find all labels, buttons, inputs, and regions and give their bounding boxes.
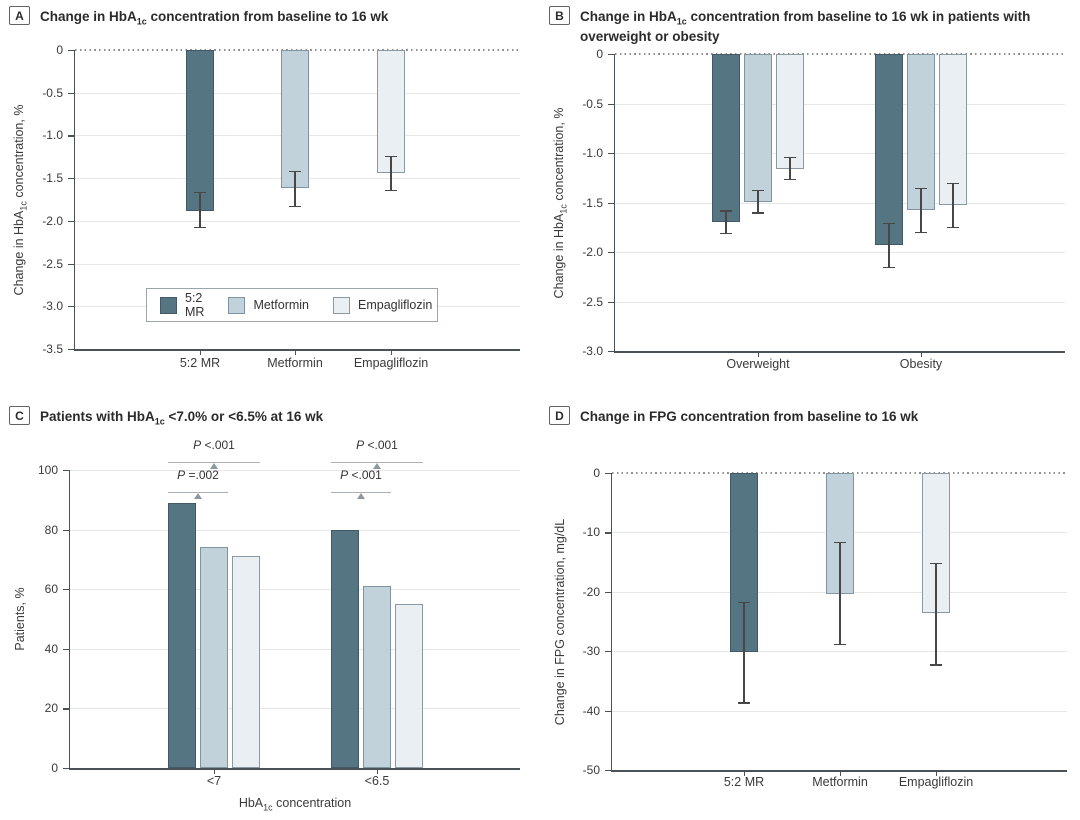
legend-item-5-2-mr: [160, 291, 204, 319]
p-value-label: P =.002: [177, 468, 219, 482]
gridline: [615, 203, 1065, 204]
error-bar-cap: [834, 542, 846, 543]
gridline: [70, 708, 520, 709]
y-tick-label: -3.5: [42, 342, 63, 356]
x-tick-label: Overweight: [726, 357, 790, 371]
panel-c-title: Patients with HbA$_{1c}$ <7.0% or <6.5% at 16 wk: [40, 409, 324, 427]
y-tick-label: -2.0: [42, 213, 63, 228]
gridline: [70, 470, 520, 471]
gridline: [70, 530, 520, 531]
panel-letter-c: C: [9, 406, 30, 425]
gridline: [70, 649, 520, 650]
y-tick: [63, 589, 69, 590]
y-tick-label: -3.0: [42, 299, 63, 314]
y-tick: [605, 651, 611, 652]
y-tick-label: 0: [593, 466, 600, 480]
error-bar-cap: [720, 210, 732, 211]
bar-5-2-mr: [875, 54, 903, 245]
error-bar: [757, 190, 758, 214]
bar-5-2-mr: [168, 503, 196, 768]
y-tick: [68, 178, 74, 179]
x-axis-title: HbA$_{1c}$ concentration: [238, 796, 352, 813]
panel-d-header: [549, 406, 918, 426]
error-bar-cap: [947, 183, 959, 184]
error-bar-cap: [289, 171, 301, 172]
error-bar: [294, 171, 295, 207]
legend-item-empagliflozin: [333, 297, 432, 314]
bar-metformin: [200, 547, 228, 768]
bar-empagliflozin: [395, 604, 423, 768]
x-tick-label: Obesity: [899, 357, 943, 371]
y-tick: [608, 252, 614, 253]
y-tick: [63, 708, 69, 709]
error-bar: [743, 602, 744, 704]
x-axis-line: [69, 768, 521, 770]
x-tick-label: <6.5: [364, 774, 390, 788]
bar-5-2-mr: [186, 50, 214, 211]
bar-empagliflozin: [377, 50, 405, 173]
y-tick-label: -0.5: [582, 96, 603, 111]
error-bar-cap: [883, 267, 895, 268]
legend-swatch: [333, 297, 350, 314]
x-tick-label: <7: [206, 774, 222, 788]
error-bar: [952, 183, 953, 229]
bar-metformin: [744, 54, 772, 202]
y-tick-label: -30: [582, 644, 600, 659]
y-tick-label: 0: [596, 47, 603, 61]
error-bar-cap: [784, 157, 796, 158]
legend-swatch: [228, 297, 245, 314]
y-tick: [68, 306, 74, 307]
panel-b-title: Change in HbA$_{1c}$ concentration from baseline to 16 wk in patients with overweight or obesity: [580, 9, 1031, 45]
gridline: [75, 221, 520, 222]
gridline: [612, 651, 1067, 652]
panel-d-plot: [540, 400, 1080, 820]
p-value-label: P <.001: [340, 468, 382, 482]
error-bar-cap: [738, 702, 750, 703]
y-axis-title: Patients, %: [13, 587, 27, 651]
y-axis-line: [69, 470, 71, 768]
gridline: [615, 104, 1065, 105]
error-bar-cap: [720, 233, 732, 234]
bar-metformin: [363, 586, 391, 768]
legend-label: Empagliflozin: [358, 298, 433, 312]
error-bar-cap: [915, 188, 927, 189]
y-tick: [63, 470, 69, 471]
y-axis-title: Change in HbA$_{1c}$ concentration, %: [551, 107, 569, 298]
panel-letter-d: D: [549, 406, 570, 425]
y-tick-label: 80: [44, 522, 58, 537]
bar-metformin: [281, 50, 309, 188]
y-tick-label: -2.0: [582, 245, 603, 259]
error-bar-cap: [930, 563, 942, 564]
y-axis-title: Change in HbA$_{1c}$ concentration, %: [11, 104, 29, 295]
y-tick-label: -1.5: [582, 195, 603, 210]
x-tick: [295, 351, 296, 356]
gridline: [75, 264, 520, 265]
x-tick-label: 5:2 MR: [723, 775, 765, 789]
x-tick-label: 5:2 MR: [179, 356, 221, 370]
panel-a-plot: [0, 0, 540, 400]
x-tick-label: Metformin: [812, 775, 868, 789]
y-tick: [63, 649, 69, 650]
x-tick-label: Empagliflozin: [353, 356, 429, 370]
panel-letter-a: A: [9, 6, 30, 25]
x-tick: [200, 351, 201, 356]
error-bar-cap: [883, 223, 895, 224]
error-bar: [935, 563, 936, 666]
y-tick-label: -1.0: [582, 146, 603, 160]
panel-b-header: [549, 6, 1040, 46]
p-bracket-triangle: [357, 493, 365, 499]
panel-a-title: Change in HbA$_{1c}$ concentration from baseline to 16 wk: [40, 9, 389, 27]
gridline: [615, 302, 1065, 303]
y-tick: [608, 153, 614, 154]
error-bar-cap: [752, 212, 764, 213]
error-bar-cap: [194, 227, 206, 228]
panel-c-header: [9, 406, 323, 428]
y-tick: [605, 770, 611, 771]
p-value-label: P <.001: [193, 438, 235, 452]
error-bar-cap: [194, 192, 206, 193]
panel-d-title: Change in FPG concentration from baseline to 16 wk: [580, 409, 919, 424]
y-axis-line: [74, 50, 76, 349]
y-tick: [605, 473, 611, 474]
y-tick-label: -40: [582, 703, 600, 718]
error-bar: [390, 156, 391, 191]
zero-line: [615, 53, 1065, 55]
y-tick: [68, 349, 74, 350]
y-tick-label: 100: [37, 463, 58, 477]
y-tick: [608, 302, 614, 303]
y-tick: [605, 592, 611, 593]
y-tick: [608, 54, 614, 55]
y-tick: [63, 768, 69, 769]
panel-a: [0, 0, 540, 400]
error-bar-cap: [385, 190, 397, 191]
y-tick-label: -10: [582, 525, 600, 540]
y-tick: [68, 221, 74, 222]
y-tick: [608, 104, 614, 105]
y-tick-label: 40: [44, 641, 58, 656]
gridline: [615, 153, 1065, 154]
panel-letter-b: B: [549, 6, 570, 25]
panel-b: [540, 0, 1080, 400]
y-tick: [68, 264, 74, 265]
panel-b-plot: [540, 0, 1080, 400]
y-tick-label: 20: [44, 701, 58, 716]
y-tick-label: -2.5: [582, 294, 603, 309]
error-bar-cap: [784, 179, 796, 180]
bar-5-2-mr: [331, 530, 359, 768]
bar-5-2-mr: [712, 54, 740, 222]
x-tick: [391, 351, 392, 356]
y-tick: [605, 532, 611, 533]
panel-a-header: [9, 6, 388, 28]
error-bar-cap: [738, 602, 750, 603]
error-bar-cap: [834, 644, 846, 645]
legend-label: Metformin: [253, 298, 310, 312]
y-tick-label: -50: [582, 763, 600, 777]
bar-empagliflozin: [776, 54, 804, 169]
p-bracket-triangle: [194, 493, 202, 499]
y-tick-label: 0: [56, 43, 63, 57]
y-tick-label: 60: [44, 582, 58, 597]
y-tick-label: -1.0: [42, 128, 63, 143]
y-tick: [608, 351, 614, 352]
y-tick-label: -20: [582, 584, 600, 599]
bar-empagliflozin: [232, 556, 260, 768]
error-bar-cap: [947, 227, 959, 228]
legend-swatch: [160, 297, 177, 314]
x-axis-line: [611, 770, 1068, 772]
p-value-label: P <.001: [356, 438, 398, 452]
error-bar-cap: [385, 156, 397, 157]
y-tick-label: -0.5: [42, 85, 63, 100]
y-tick-label: 0: [51, 761, 58, 775]
x-tick-label: Metformin: [267, 356, 323, 370]
y-tick: [68, 135, 74, 136]
gridline: [615, 252, 1065, 253]
panel-c: [0, 400, 540, 820]
error-bar: [888, 223, 889, 268]
x-axis-line: [74, 349, 521, 351]
error-bar-cap: [915, 232, 927, 233]
x-tick-label: Empagliflozin: [898, 775, 974, 789]
panel-c-plot: [0, 400, 540, 820]
legend-item-metformin: [228, 297, 309, 314]
error-bar: [920, 188, 921, 234]
panel-d: [540, 400, 1080, 820]
error-bar: [199, 192, 200, 228]
y-tick: [68, 93, 74, 94]
error-bar-cap: [930, 664, 942, 665]
y-tick: [608, 203, 614, 204]
y-axis-line: [611, 473, 613, 770]
gridline: [612, 711, 1067, 712]
legend: [146, 288, 438, 322]
error-bar-cap: [289, 206, 301, 207]
gridline: [70, 589, 520, 590]
y-tick: [605, 711, 611, 712]
y-tick-label: -1.5: [42, 171, 63, 186]
x-axis-line: [614, 351, 1066, 353]
y-tick-label: -2.5: [42, 256, 63, 271]
y-tick-label: -3.0: [582, 344, 603, 358]
y-axis-title: Change in FPG concentration, mg/dL: [553, 518, 567, 725]
y-axis-line: [614, 54, 616, 351]
y-tick: [68, 50, 74, 51]
error-bar-cap: [752, 190, 764, 191]
y-tick: [63, 530, 69, 531]
error-bar: [725, 210, 726, 234]
error-bar: [789, 157, 790, 180]
error-bar: [839, 542, 840, 645]
legend-label: 5:2 MR: [185, 291, 205, 319]
